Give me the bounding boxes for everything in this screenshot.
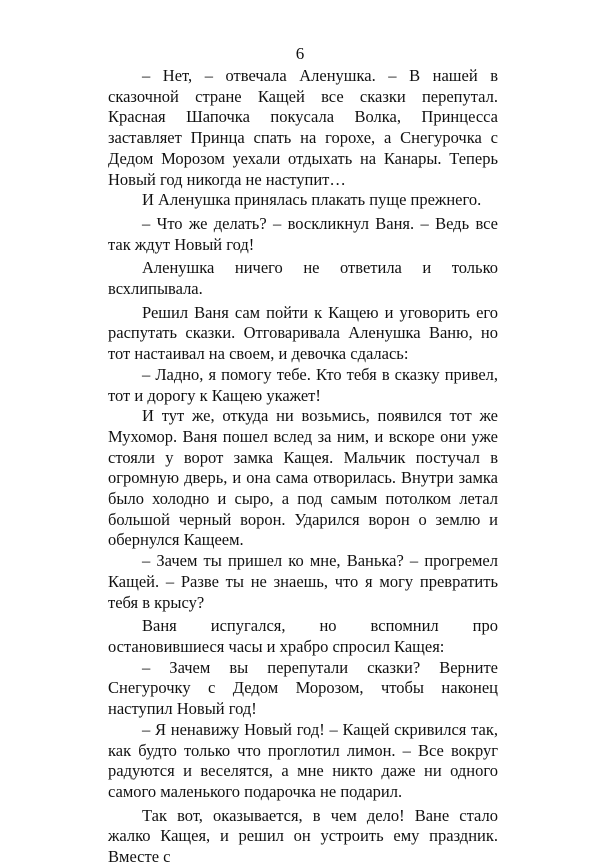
- paragraph: И тут же, откуда ни возьмись, появился тот же Мухомор. Ваня пошел вслед за ним, и вскоре они уже стояли у ворот замка Кащея. Мальчик постучал в огромную дверь, и она сама отворилась. Внутри замка было холодно и сыро, а под самым потолком летал большой черный ворон. Ударился ворон о землю и обернулся Кащеем.: [108, 406, 498, 550]
- paragraph: Ваня испугался, но вспомнил про остановившиеся часы и храбро спросил Кащея:: [108, 616, 498, 656]
- paragraph: И Аленушка принялась плакать пуще прежнего.: [142, 190, 482, 210]
- paragraph: – Зачем вы перепутали сказки? Верните Снегурочку с Дедом Морозом, чтобы наконец наступил Новый год!: [108, 657, 498, 719]
- paragraph: – Нет, – отвечала Аленушка. – В нашей в сказочной стране Кащей все сказки перепутал. Красная Шапочка покусала Волка, Принцесса заставляет Принца спать на горохе, а Снегурочка с Дедом Морозом уехали отдыхать на Канары. Теперь Новый год никогда не наступит…: [108, 66, 498, 189]
- paragraph: – Зачем ты пришел ко мне, Ванька? – прогремел Кащей. – Разве ты не знаешь, что я могу превратить тебя в крысу?: [108, 551, 498, 612]
- paragraph: Решил Ваня сам пойти к Кащею и уговорить его распутать сказки. Отговаривала Аленушка Ваню, но тот настаивал на своем, и девочка сдалась:: [108, 302, 498, 364]
- paragraph: Аленушка ничего не ответила и только всхлипывала.: [108, 258, 498, 299]
- page-text: [108, 66, 498, 868]
- page-number: 6: [295, 44, 305, 63]
- paragraph: – Что же делать? – воскликнул Ваня. – Ведь все так ждут Новый год!: [108, 213, 498, 254]
- paragraph: Так вот, оказывается, в чем дело! Ване стало жалко Кащея, и решил он устроить ему праздник. Вместе с: [108, 805, 498, 867]
- paragraph: – Ладно, я помогу тебе. Кто тебя в сказку привел, тот и дорогу к Кащею укажет!: [108, 364, 498, 405]
- paragraph: – Я ненавижу Новый год! – Кащей скривился так, как будто только что проглотил лимон. – Все вокруг радуются и веселятся, а мне никто даже ни одного самого маленького подарочка не подарил.: [108, 719, 498, 801]
